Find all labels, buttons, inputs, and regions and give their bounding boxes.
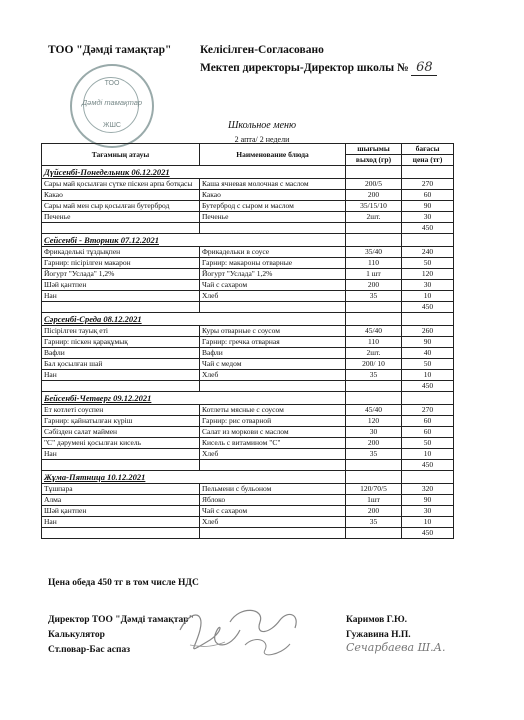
dish-price: 10 (402, 291, 454, 302)
dish-price: 10 (402, 517, 454, 528)
dish-name-ru: Яблоко (200, 495, 346, 506)
menu-item-row (42, 337, 454, 348)
day-total-price: 450 (402, 528, 454, 539)
dish-price: 60 (402, 416, 454, 427)
dish-yield: 200/ 10 (346, 359, 402, 370)
total-row-empty-cell (42, 223, 200, 234)
dish-yield: 2шт. (346, 348, 402, 359)
dish-price: 270 (402, 405, 454, 416)
dish-name-ru: Хлеб (200, 370, 346, 381)
director-label: Директор ТОО "Дәмді тамақтар" (48, 615, 194, 625)
day-header-row (42, 392, 454, 405)
dish-name-kz: Гарнир: пісірілген макарон (42, 258, 200, 269)
dish-price: 260 (402, 326, 454, 337)
day-header-empty-yield (346, 313, 402, 326)
dish-yield: 200 (346, 438, 402, 449)
dish-name-ru: Вафли (200, 348, 346, 359)
day-total-price: 450 (402, 381, 454, 392)
day-title: Сейсенбі - Вторник 07.12.2021 (42, 234, 346, 247)
col-header-name-ru: Наименование блюда (200, 144, 346, 166)
day-title: Бейсенбі-Четверг 09.12.2021 (42, 392, 346, 405)
col-header-price-ru: цена (тг) (402, 155, 454, 166)
dish-name-kz: Шәй қантпен (42, 280, 200, 291)
day-total-price: 450 (402, 223, 454, 234)
total-row-empty-cell (42, 460, 200, 471)
dish-name-kz: Йогурт "Услада" 1,2% (42, 269, 200, 280)
dish-price: 320 (402, 484, 454, 495)
day-header-empty-yield (346, 234, 402, 247)
total-row-empty-cell (200, 528, 346, 539)
dish-price: 50 (402, 258, 454, 269)
day-total-row (42, 223, 454, 234)
calculator-name: Гужавина Н.П. (346, 630, 411, 640)
dish-yield: 35/15/10 (346, 201, 402, 212)
dish-price: 30 (402, 506, 454, 517)
day-title: Сәрсенбі-Среда 08.12.2021 (42, 313, 346, 326)
dish-name-ru: Гарнир: рис отварной (200, 416, 346, 427)
menu-item-row (42, 506, 454, 517)
dish-name-ru: Чай с сахаром (200, 506, 346, 517)
dish-name-kz: Сары май мен сыр қосылған бутерброд (42, 201, 200, 212)
cook-handwritten-signature: Сечарбаева Ш.А. (346, 641, 446, 654)
menu-item-row (42, 326, 454, 337)
dish-name-kz: Тұшпара (42, 484, 200, 495)
dish-name-ru: Хлеб (200, 517, 346, 528)
menu-title: Школьное меню (227, 120, 297, 131)
day-header-empty-yield (346, 471, 402, 484)
dish-name-ru: Печенье (200, 212, 346, 223)
dish-name-ru: Фрикадельки в соусе (200, 247, 346, 258)
school-number: 68 (411, 60, 437, 76)
dish-price: 240 (402, 247, 454, 258)
dish-price: 60 (402, 190, 454, 201)
day-header-empty-price (402, 313, 454, 326)
dish-yield: 2шт. (346, 212, 402, 223)
menu-item-row (42, 495, 454, 506)
menu-item-row (42, 190, 454, 201)
dish-name-ru: Пельмени с бульоном (200, 484, 346, 495)
dish-name-ru: Бутерброд с сыром и маслом (200, 201, 346, 212)
column-header-row-1 (42, 144, 454, 155)
dish-price: 50 (402, 438, 454, 449)
total-row-empty-cell (42, 528, 200, 539)
approval-title: Келісілген-Согласовано (200, 44, 324, 56)
cook-label: Ст.повар-Бас аспаз (48, 645, 131, 655)
dish-name-kz: Сары май қосылған сүтке піскен арпа ботқасы (42, 179, 200, 190)
dish-name-kz: Печенье (42, 212, 200, 223)
col-header-yield-ru: выход (гр) (346, 155, 402, 166)
total-row-empty-cell (200, 460, 346, 471)
menu-table (41, 143, 454, 539)
dish-name-kz: Какао (42, 190, 200, 201)
dish-yield: 35 (346, 449, 402, 460)
col-header-name-kz: Тағамның атауы (42, 144, 200, 166)
day-total-price: 450 (402, 302, 454, 313)
menu-subtitle: 2 апта/ 2 недели (234, 135, 290, 144)
col-header-yield-kz: шығымы (346, 144, 402, 155)
day-header-empty-yield (346, 166, 402, 179)
dish-name-ru: Чай с медом (200, 359, 346, 370)
dish-price: 90 (402, 201, 454, 212)
dish-name-ru: Чай с сахаром (200, 280, 346, 291)
calculator-label: Калькулятор (48, 630, 105, 640)
dish-yield: 200 (346, 506, 402, 517)
total-row-empty-cell (346, 223, 402, 234)
dish-name-ru: Йогурт "Услада" 1,2% (200, 269, 346, 280)
dish-price: 120 (402, 269, 454, 280)
dish-name-kz: "С" дәрумені қосылған кисель (42, 438, 200, 449)
dish-name-ru: Куры отварные с соусом (200, 326, 346, 337)
dish-yield: 1 шт (346, 269, 402, 280)
dish-name-ru: Кисель с витамином "С" (200, 438, 346, 449)
day-total-row (42, 381, 454, 392)
total-row-empty-cell (200, 223, 346, 234)
dish-price: 270 (402, 179, 454, 190)
menu-item-row (42, 348, 454, 359)
menu-item-row (42, 247, 454, 258)
day-header-row (42, 471, 454, 484)
dish-price: 30 (402, 212, 454, 223)
company-name: ТОО "Дәмді тамақтар" (48, 44, 172, 56)
dish-name-ru: Какао (200, 190, 346, 201)
day-header-empty-price (402, 234, 454, 247)
day-header-row (42, 166, 454, 179)
approval-director-label: Мектеп директоры-Директор школы № (200, 62, 409, 74)
menu-item-row (42, 269, 454, 280)
stamp-text-bottom: ЖШС (103, 122, 121, 129)
dish-name-kz: Нан (42, 449, 200, 460)
dish-name-ru: Каша ячневая молочная с маслом (200, 179, 346, 190)
menu-item-row (42, 517, 454, 528)
dish-yield: 200 (346, 190, 402, 201)
menu-item-row (42, 212, 454, 223)
dish-price: 10 (402, 370, 454, 381)
dish-yield: 35 (346, 517, 402, 528)
menu-item-row (42, 427, 454, 438)
menu-table-body (42, 144, 454, 539)
day-header-empty-yield (346, 392, 402, 405)
dish-name-kz: Ет котлеті соуспен (42, 405, 200, 416)
total-row-empty-cell (42, 302, 200, 313)
dish-name-kz: Сәбізден салат маймен (42, 427, 200, 438)
director-name: Каримов Г.Ю. (346, 615, 408, 625)
dish-name-ru: Салат из моркови с маслом (200, 427, 346, 438)
total-row-empty-cell (42, 381, 200, 392)
dish-price: 10 (402, 449, 454, 460)
dish-name-kz: Пісірілген тауық еті (42, 326, 200, 337)
dish-name-ru: Хлеб (200, 291, 346, 302)
dish-name-kz: Гарнир: піскен қарақұмық (42, 337, 200, 348)
dish-yield: 110 (346, 337, 402, 348)
stamp-text-top: ТОО (104, 80, 120, 87)
dish-yield: 35/40 (346, 247, 402, 258)
dish-name-ru: Гарнир: макароны отварные (200, 258, 346, 269)
day-total-row (42, 528, 454, 539)
dish-name-kz: Вафли (42, 348, 200, 359)
day-header-row (42, 234, 454, 247)
dish-name-kz: Алма (42, 495, 200, 506)
total-row-empty-cell (346, 528, 402, 539)
menu-item-row (42, 416, 454, 427)
dish-price: 50 (402, 359, 454, 370)
dish-price: 90 (402, 495, 454, 506)
dish-price: 90 (402, 337, 454, 348)
dish-name-kz: Фрикаделькі тұздықпен (42, 247, 200, 258)
dish-yield: 45/40 (346, 405, 402, 416)
dish-name-kz: Нан (42, 291, 200, 302)
day-total-price: 450 (402, 460, 454, 471)
dish-yield: 30 (346, 427, 402, 438)
total-row-empty-cell (200, 381, 346, 392)
dish-name-kz: Нан (42, 517, 200, 528)
handwritten-signatures (170, 600, 340, 660)
dish-yield: 120 (346, 416, 402, 427)
dish-name-ru: Гарнир: гречка отварная (200, 337, 346, 348)
dish-name-kz: Бал қосылған шай (42, 359, 200, 370)
menu-item-row (42, 359, 454, 370)
day-header-empty-price (402, 392, 454, 405)
menu-item-row (42, 405, 454, 416)
dish-yield: 45/40 (346, 326, 402, 337)
lunch-price-note: Цена обеда 450 тг в том числе НДС (48, 578, 199, 588)
dish-price: 30 (402, 280, 454, 291)
dish-yield: 1шт (346, 495, 402, 506)
day-total-row (42, 302, 454, 313)
dish-yield: 200/5 (346, 179, 402, 190)
dish-yield: 35 (346, 370, 402, 381)
total-row-empty-cell (200, 302, 346, 313)
dish-name-kz: Гарнир: қайнатылған күріш (42, 416, 200, 427)
dish-name-kz: Шәй қантпен (42, 506, 200, 517)
dish-yield: 35 (346, 291, 402, 302)
dish-price: 60 (402, 427, 454, 438)
day-header-empty-price (402, 471, 454, 484)
dish-yield: 200 (346, 280, 402, 291)
total-row-empty-cell (346, 460, 402, 471)
dish-price: 40 (402, 348, 454, 359)
dish-yield: 120/70/5 (346, 484, 402, 495)
day-title: Жұма-Пятница 10.12.2021 (42, 471, 346, 484)
menu-item-row (42, 484, 454, 495)
day-header-row (42, 313, 454, 326)
dish-name-ru: Хлеб (200, 449, 346, 460)
col-header-price-kz: бағасы (402, 144, 454, 155)
approval-director (200, 60, 437, 76)
dish-name-ru: Котлеты мясные с соусом (200, 405, 346, 416)
day-total-row (42, 460, 454, 471)
menu-item-row (42, 201, 454, 212)
day-title: Дүйсенбі-Понедельник 06.12.2021 (42, 166, 346, 179)
menu-item-row (42, 370, 454, 381)
total-row-empty-cell (346, 381, 402, 392)
menu-item-row (42, 438, 454, 449)
menu-item-row (42, 449, 454, 460)
menu-item-row (42, 179, 454, 190)
total-row-empty-cell (346, 302, 402, 313)
dish-name-kz: Нан (42, 370, 200, 381)
stamp-text-mid: Дәмді тамақтар (81, 98, 143, 107)
menu-item-row (42, 258, 454, 269)
menu-item-row (42, 280, 454, 291)
dish-yield: 110 (346, 258, 402, 269)
menu-item-row (42, 291, 454, 302)
day-header-empty-price (402, 166, 454, 179)
